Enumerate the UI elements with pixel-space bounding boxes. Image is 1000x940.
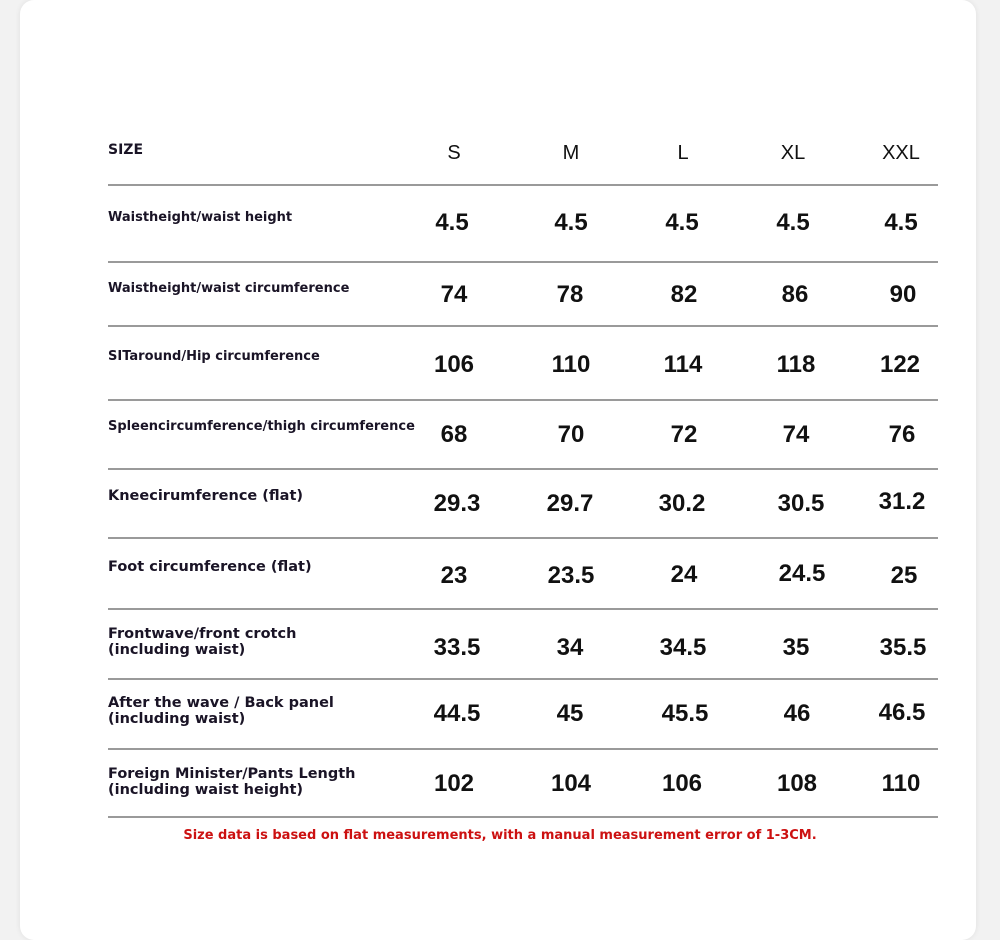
value-cell: 33.5 [433, 634, 481, 661]
value-cell: 90 [889, 281, 917, 308]
value-cell: 82 [670, 281, 698, 308]
value-cell: 24.5 [778, 560, 826, 587]
row-label-line: SITaround/Hip circumference [108, 349, 320, 364]
value-cell: 31.2 [878, 488, 926, 515]
value-cell: 30.5 [777, 490, 825, 517]
row-label-line: Spleencircumference/thigh circumference [108, 419, 415, 434]
table-row [108, 327, 938, 401]
value-cell: 110 [551, 351, 591, 378]
table-header-row [108, 130, 938, 186]
size-header-m: M [562, 142, 580, 164]
row-label [108, 695, 334, 727]
value-cell: 70 [557, 421, 585, 448]
value-cell: 114 [663, 351, 703, 378]
row-label-line: Kneecirumference (flat) [108, 488, 304, 504]
row-label [108, 210, 292, 225]
row-label-line: (including waist) [108, 711, 246, 727]
value-cell: 74 [440, 281, 468, 308]
value-cell: 45 [556, 700, 584, 727]
value-cell: 4.5 [884, 209, 918, 236]
value-cell: 25 [890, 562, 918, 589]
value-cell: 118 [776, 351, 816, 378]
value-cell: 29.7 [546, 490, 594, 517]
row-label-line: (including waist) [108, 642, 246, 658]
value-cell: 46 [783, 700, 811, 727]
value-cell: 104 [550, 770, 592, 797]
value-cell: 45.5 [661, 700, 709, 727]
value-cell: 35 [782, 634, 810, 661]
value-cell: 29.3 [433, 490, 481, 517]
value-cell: 4.5 [776, 209, 810, 236]
row-label-line: Waistheight/waist height [108, 210, 293, 225]
value-cell: 44.5 [433, 700, 481, 727]
value-cell: 72 [670, 421, 698, 448]
size-header-label: SIZE [108, 142, 144, 158]
table-row [108, 263, 938, 327]
value-cell: 86 [781, 281, 809, 308]
value-cell: 46.5 [878, 699, 926, 726]
row-label [108, 281, 349, 296]
value-cell: 108 [776, 770, 818, 797]
value-cell: 4.5 [554, 209, 588, 236]
row-label [108, 349, 320, 364]
row-label-line: Waistheight/waist circumference [108, 281, 350, 296]
value-cell: 4.5 [435, 209, 469, 236]
value-cell: 110 [881, 770, 921, 797]
value-cell: 23.5 [547, 562, 595, 589]
value-cell: 23 [440, 562, 468, 589]
value-cell: 34.5 [659, 634, 707, 661]
value-cell: 106 [433, 351, 475, 378]
value-cell: 78 [556, 281, 584, 308]
table-row [108, 470, 938, 539]
value-cell: 74 [782, 421, 810, 448]
value-cell: 4.5 [665, 209, 699, 236]
size-header-xl: XL [780, 142, 806, 164]
row-label-line: Frontwave/front crotch [108, 626, 297, 642]
measurement-footnote: Size data is based on flat measurements, with a manual measurement error of 1-3CM. [183, 828, 817, 843]
size-header-s: S [447, 142, 461, 164]
row-label [108, 766, 356, 798]
table-row [108, 750, 938, 818]
table-row [108, 610, 938, 680]
value-cell: 76 [888, 421, 916, 448]
value-cell: 35.5 [879, 634, 927, 661]
size-header-xxl: XXL [882, 142, 920, 164]
value-cell: 122 [879, 351, 921, 378]
value-cell: 106 [661, 770, 703, 797]
value-cell: 30.2 [658, 490, 706, 517]
row-label-line: (including waist height) [108, 782, 304, 798]
table-row [108, 401, 938, 470]
row-label [108, 626, 296, 658]
size-chart-card [20, 0, 976, 940]
value-cell: 102 [433, 770, 475, 797]
value-cell: 68 [440, 421, 468, 448]
table-row [108, 680, 938, 750]
row-label [108, 419, 415, 434]
value-cell: 34 [556, 634, 584, 661]
value-cell: 24 [670, 561, 698, 588]
table-row [108, 186, 938, 263]
table-row [108, 539, 938, 610]
size-table [108, 130, 938, 818]
row-label-line: After the wave / Back panel [108, 695, 334, 711]
row-label-line: Foot circumference (flat) [108, 559, 312, 575]
row-label [108, 488, 303, 504]
row-label-line: Foreign Minister/Pants Length [108, 766, 356, 782]
size-header-l: L [677, 142, 689, 164]
row-label [108, 559, 312, 575]
